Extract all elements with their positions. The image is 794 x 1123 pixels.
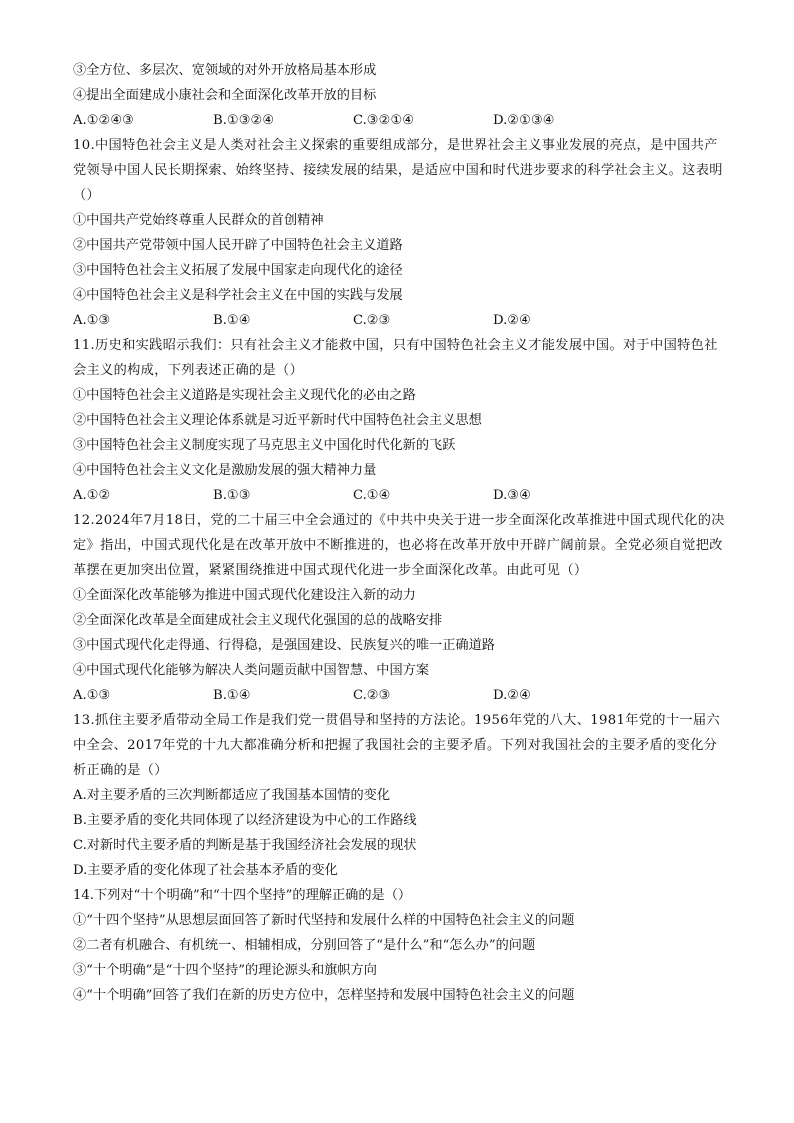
question-13 (73, 708, 725, 883)
q10-option-c[interactable]: C.②③ (353, 313, 391, 328)
q10-options (73, 308, 725, 333)
question-14 (73, 883, 725, 1008)
q12-item-1: ①全面深化改革能够为推进中国式现代化建设注入新的动力 (73, 588, 416, 603)
q14-item-2: ②二者有机融合、有机统一、相辅相成，分别回答了“是什么”和“怎么办”的问题 (73, 938, 536, 953)
q10-item-1: ①中国共产党始终尊重人民群众的首创精神 (73, 213, 324, 228)
question-11 (73, 333, 725, 508)
q9-options (73, 108, 725, 133)
question-10 (73, 133, 725, 333)
q11-item-4: ④中国特色社会主义文化是激励发展的强大精神力量 (73, 463, 377, 478)
q12-option-a[interactable]: A.①③ (73, 688, 111, 703)
q9-option-d[interactable]: D.②①③④ (493, 113, 555, 128)
q11-option-a[interactable]: A.①② (73, 488, 111, 503)
q9-option-c[interactable]: C.③②①④ (353, 113, 415, 128)
q12-options (73, 683, 725, 708)
q12-option-d[interactable]: D.②④ (493, 688, 531, 703)
q11-options (73, 483, 725, 508)
q12-item-4: ④中国式现代化能够为解决人类问题贡献中国智慧、中国方案 (73, 663, 430, 678)
q11-option-c[interactable]: C.①④ (353, 488, 391, 503)
question-12 (73, 508, 725, 708)
q12-item-3: ③中国式现代化走得通、行得稳，是强国建设、民族复兴的唯一正确道路 (73, 638, 495, 653)
q10-option-b[interactable]: B.①④ (213, 313, 251, 328)
q14-stem: 14.下列对“十个明确”和“十四个坚持”的理解正确的是（） (73, 888, 412, 903)
q9-item-3: ③全方位、多层次、宽领域的对外开放格局基本形成 (73, 63, 377, 78)
q12-item-2: ②全面深化改革是全面建成社会主义现代化强国的总的战略安排 (73, 613, 443, 628)
q10-item-4: ④中国特色社会主义是科学社会主义在中国的实践与发展 (73, 288, 403, 303)
q10-option-d[interactable]: D.②④ (493, 313, 531, 328)
q9-option-b[interactable]: B.①③②④ (213, 113, 275, 128)
q11-item-1: ①中国特色社会主义道路是实现社会主义现代化的必由之路 (73, 388, 416, 403)
q13-choice-a[interactable]: A.对主要矛盾的三次判断都适应了我国基本国情的变化 (73, 788, 391, 803)
q13-choice-d[interactable]: D.主要矛盾的变化体现了社会基本矛盾的变化 (73, 863, 338, 878)
q14-item-4: ④“十个明确”回答了我们在新的历史方位中，怎样坚持和发展中国特色社会主义的问题 (73, 988, 575, 1003)
q11-item-2: ②中国特色社会主义理论体系就是习近平新时代中国特色社会主义思想 (73, 413, 482, 428)
exam-page (73, 58, 725, 1008)
q9-item-4: ④提出全面建成小康社会和全面深化改革开放的目标 (73, 88, 377, 103)
q12-option-b[interactable]: B.①④ (213, 688, 251, 703)
q11-item-3: ③中国特色社会主义制度实现了马克思主义中国化时代化新的飞跃 (73, 438, 456, 453)
q11-option-b[interactable]: B.①③ (213, 488, 251, 503)
q11-option-d[interactable]: D.③④ (493, 488, 531, 503)
q11-stem: 11.历史和实践昭示我们：只有社会主义才能救中国，只有中国特色社会主义才能发展中国。对于中国特色社会主义的构成，下列表述正确的是（） (73, 338, 718, 378)
q14-item-1: ①“十四个坚持”从思想层面回答了新时代坚持和发展什么样的中国特色社会主义的问题 (73, 913, 575, 928)
q10-stem: 10.中国特色社会主义是人类对社会主义探索的重要组成部分，是世界社会主义事业发展的亮点，是中国共产党领导中国人民长期探索、始终坚持、接续发展的结果，是适应中国和时代进步要求的科学社会主义。这表明（） (73, 138, 723, 203)
q9-option-a[interactable]: A.①②④③ (73, 113, 135, 128)
q10-option-a[interactable]: A.①③ (73, 313, 111, 328)
q12-stem: 12.2024年7月18日，党的二十届三中全会通过的《中共中央关于进一步全面深化改革推进中国式现代化的决定》指出，中国式现代化是在改革开放中不断推进的，也必将在改革开放中开辟广阔前景。全党必须自觉把改革摆在更加突出位置，紧紧围绕推进中国式现代化进一步全面深化改革。由此可见（） (73, 513, 725, 578)
q12-option-c[interactable]: C.②③ (353, 688, 391, 703)
q10-item-3: ③中国特色社会主义拓展了发展中国家走向现代化的途径 (73, 263, 403, 278)
q14-item-3: ③“十个明确”是“十四个坚持”的理论源头和旗帜方向 (73, 963, 377, 978)
q13-choice-c[interactable]: C.对新时代主要矛盾的判断是基于我国经济社会发展的现状 (73, 838, 417, 853)
q13-stem: 13.抓住主要矛盾带动全局工作是我们党一贯倡导和坚持的方法论。1956年党的八大、1981年党的十一届六中全会、2017年党的十九大都准确分析和把握了我国社会的主要矛盾。下列对我国社会的主要矛盾的变化分析正确的是（） (73, 713, 720, 778)
question-9 (73, 58, 725, 133)
q10-item-2: ②中国共产党带领中国人民开辟了中国特色社会主义道路 (73, 238, 403, 253)
q13-choice-b[interactable]: B.主要矛盾的变化共同体现了以经济建设为中心的工作路线 (73, 813, 417, 828)
